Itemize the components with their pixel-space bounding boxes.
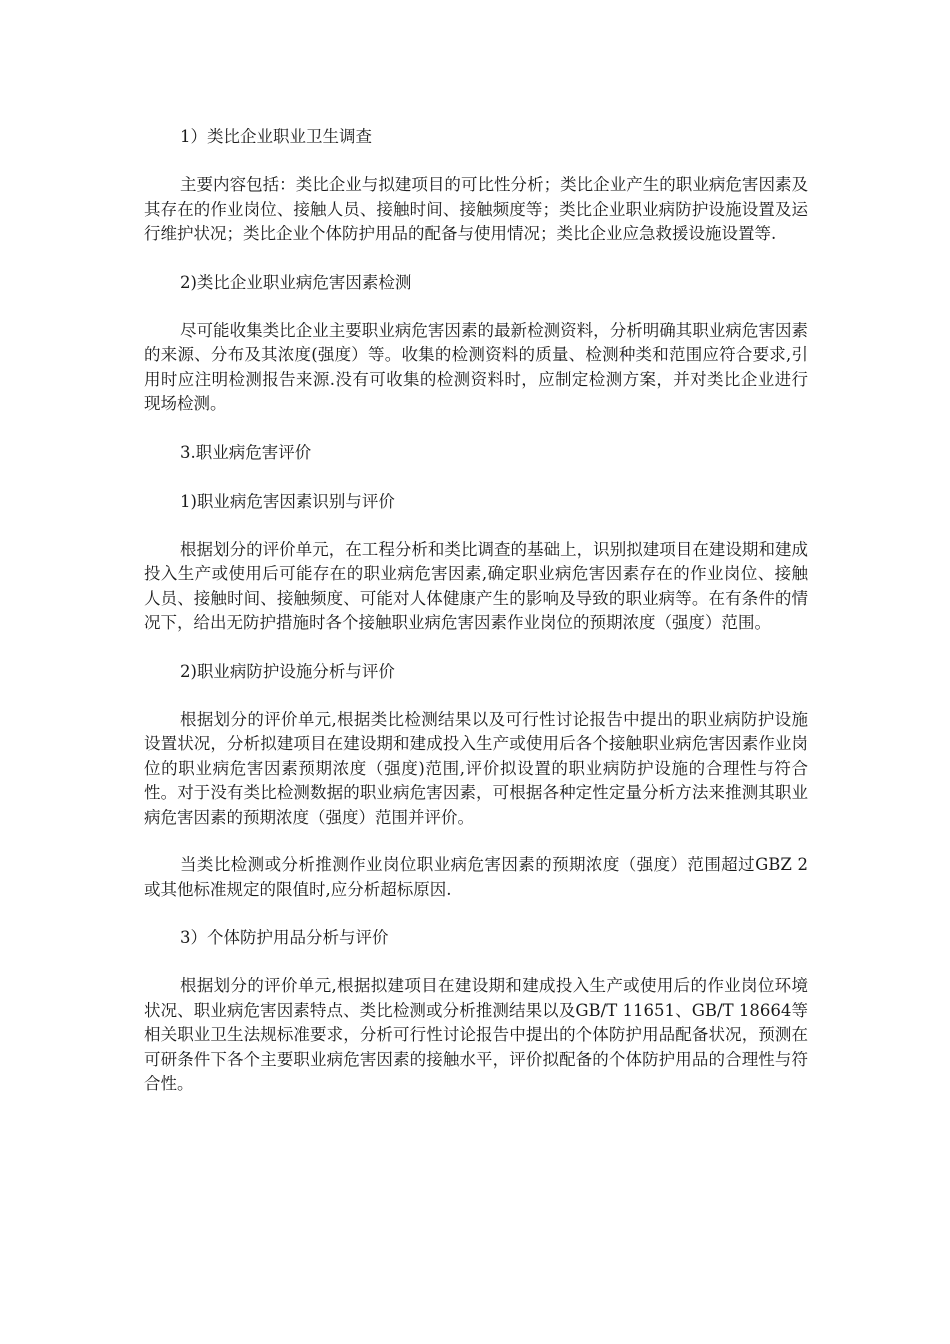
body-paragraph: 尽可能收集类比企业主要职业病危害因素的最新检测资料，分析明确其职业病危害因素的来源、分布及其浓度(强度）等。收集的检测资料的质量、检测种类和范围应符合要求,引用时应注明检测报告来源.没有可收集的检测资料时，应制定检测方案，并对类比企业进行现场检测。 (144, 320, 808, 413)
section-heading: 1)职业病危害因素识别与评价 (180, 491, 395, 511)
document-page (144, 124, 808, 1120)
body-paragraph: 根据划分的评价单元,根据拟建项目在建设期和建成投入生产或使用后的作业岗位环境状况、职业病危害因素特点、类比检测或分析推测结果以及GB/T 11651、GB/T 18664等相关职业卫生法规标准要求，分析可行性讨论报告中提出的个体防护用品配备状况，预测在可研条件下各个主要职业病危害因素的接触水平，评价拟配备的个体防护用品的合理性与符合性。 (144, 976, 808, 1093)
section-heading: 1）类比企业职业卫生调查 (180, 127, 372, 146)
body-paragraph: 根据划分的评价单元,根据类比检测结果以及可行性讨论报告中提出的职业病防护设施设置状况，分析拟建项目在建设期和建成投入生产或使用后各个接触职业病危害因素作业岗位的职业病危害因素预期浓度（强度)范围,评价拟设置的职业病防护设施的合理性与符合性。对于没有类比检测数据的职业病危害因素，可根据各种定性定量分析方法来推测其职业病危害因素的预期浓度（强度）范围并评价。 (144, 709, 808, 827)
body-paragraph: 当类比检测或分析推测作业岗位职业病危害因素的预期浓度（强度）范围超过GBZ 2或其他标准规定的限值时,应分析超标原因. (144, 855, 808, 899)
section-heading: 2)类比企业职业病危害因素检测 (180, 272, 412, 292)
section-heading: 3）个体防护用品分析与评价 (180, 928, 389, 947)
body-paragraph: 主要内容包括：类比企业与拟建项目的可比性分析；类比企业产生的职业病危害因素及其存在的作业岗位、接触人员、接触时间、接触频度等；类比企业职业病防护设施设置及运行维护状况；类比企业个体防护用品的配备与使用情况；类比企业应急救援设施设置等. (144, 175, 808, 243)
body-paragraph: 根据划分的评价单元，在工程分析和类比调查的基础上，识别拟建项目在建设期和建成投入生产或使用后可能存在的职业病危害因素,确定职业病危害因素存在的作业岗位、接触人员、接触时间、接触频度、可能对人体健康产生的影响及导致的职业病等。在有条件的情况下，给出无防护措施时各个接触职业病危害因素作业岗位的预期浓度（强度）范围。 (144, 539, 808, 632)
chapter-heading: 3.职业病危害评价 (180, 442, 312, 462)
section-heading: 2)职业病防护设施分析与评价 (180, 661, 395, 681)
